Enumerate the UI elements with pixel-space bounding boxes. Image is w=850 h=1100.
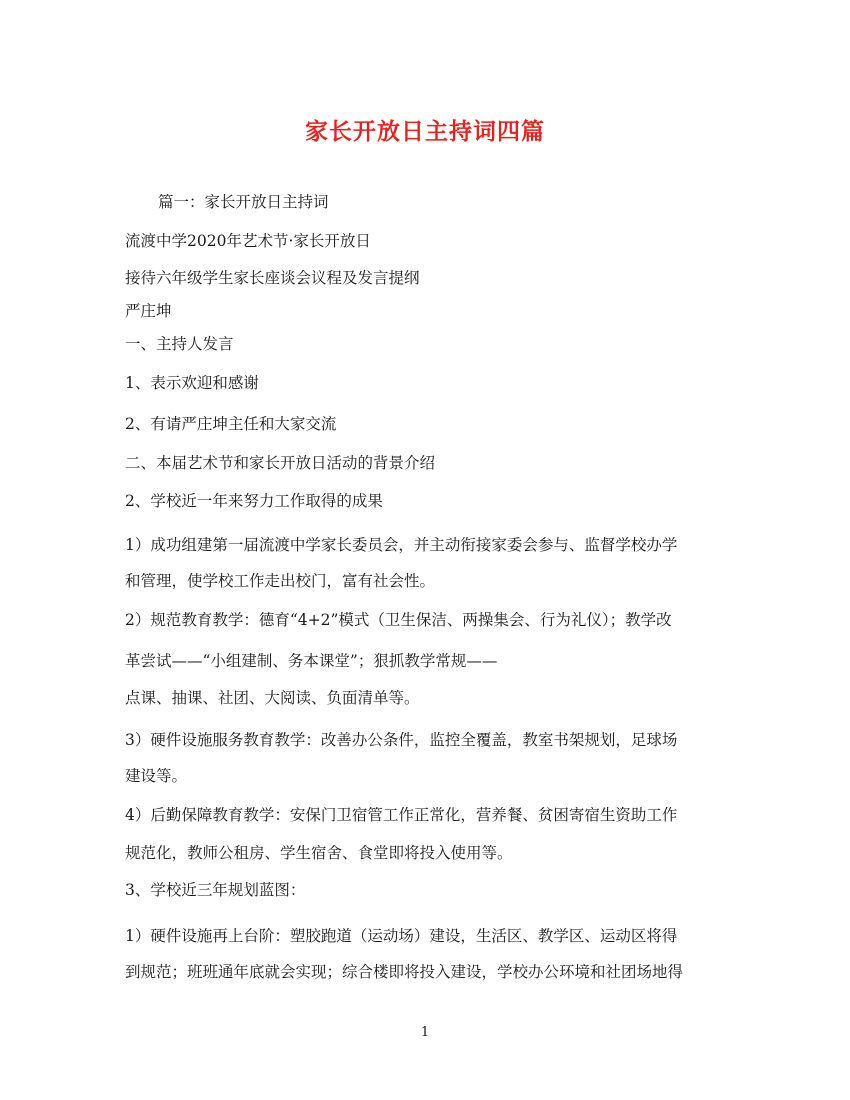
text-line: 和管理，使学校工作走出校门，富有社会性。 — [125, 572, 436, 590]
text-line: 一、主持人发言 — [125, 335, 234, 353]
text-line: 严庄坤 — [125, 302, 172, 320]
document-title: 家长开放日主持词四篇 — [305, 118, 545, 145]
text-line: 到规范；班班通年底就会实现；综合楼即将投入建设，学校办公环境和社团场地得 — [125, 963, 684, 981]
section-heading: 篇一：家长开放日主持词 — [158, 193, 329, 211]
text-line: 革尝试——“小组建制、务本课堂”；狠抓教学常规—— — [125, 652, 498, 670]
page-number: 1 — [420, 1025, 430, 1040]
text-line: 4）后勤保障教育教学：安保门卫宿管工作正常化，营养餐、贫困寄宿生资助工作 — [125, 806, 678, 824]
text-line: 二、本届艺术节和家长开放日活动的背景介绍 — [125, 454, 436, 472]
text-line: 3）硬件设施服务教育教学：改善办公条件，监控全覆盖，教室书架规划，足球场 — [125, 731, 678, 749]
text-line: 1）成功组建第一届流渡中学家长委员会，并主动衔接家委会参与、监督学校办学 — [125, 536, 678, 554]
text-line: 2）规范教育教学：德育“4+2”模式（卫生保洁、两操集会、行为礼仪）；教学改 — [125, 611, 672, 629]
text-line: 建设等。 — [125, 767, 188, 785]
text-line: 1）硬件设施再上台阶：塑胶跑道（运动场）建设，生活区、教学区、运动区将得 — [125, 927, 678, 945]
text-line: 2、学校近一年来努力工作取得的成果 — [125, 492, 383, 510]
text-line: 1、表示欢迎和感谢 — [125, 374, 259, 392]
text-line: 3、学校近三年规划蓝图： — [125, 881, 306, 899]
text-line: 点课、抽课、社团、大阅读、负面清单等。 — [125, 689, 420, 707]
text-line: 规范化，教师公租房、学生宿舍、食堂即将投入使用等。 — [125, 844, 513, 862]
text-line: 流渡中学2020年艺术节·家长开放日 — [125, 232, 371, 250]
text-line: 接待六年级学生家长座谈会议程及发言提纲 — [125, 269, 420, 287]
text-line: 2、有请严庄坤主任和大家交流 — [125, 415, 337, 433]
